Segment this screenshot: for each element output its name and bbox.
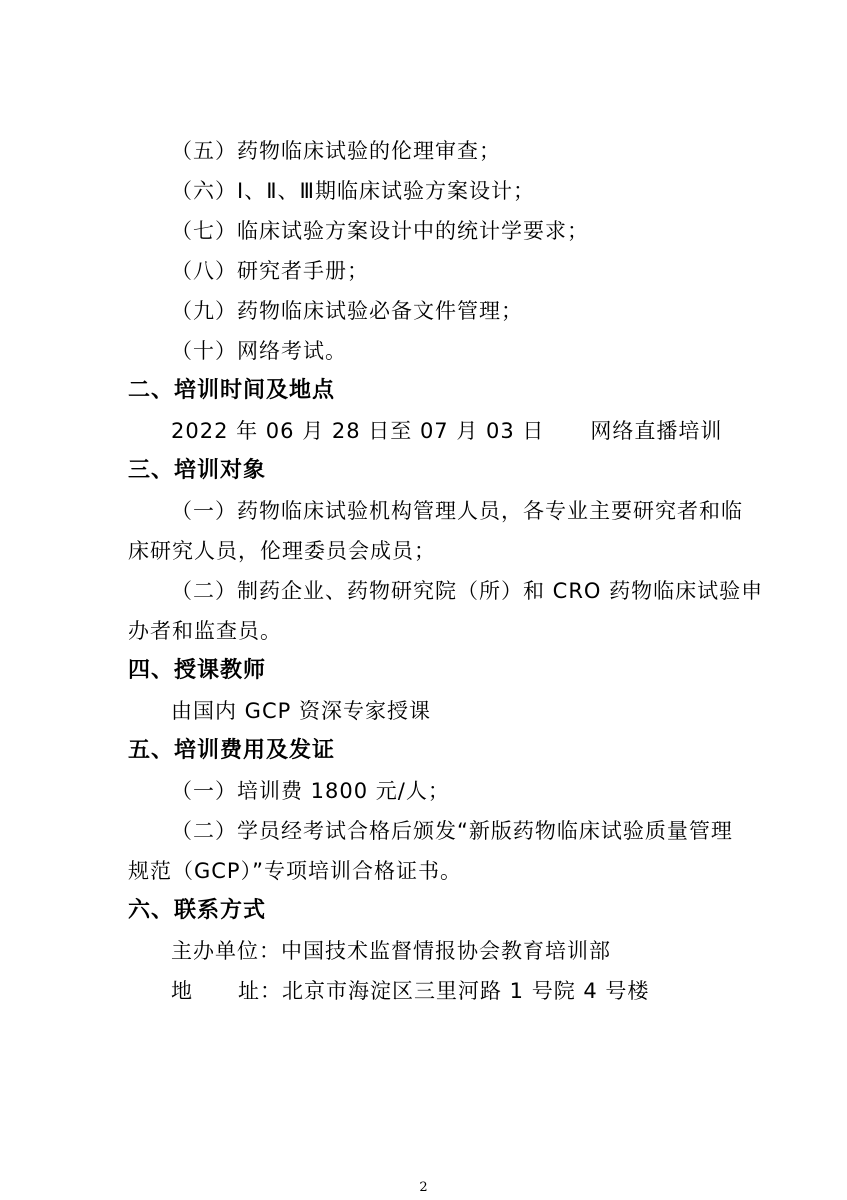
- section-heading-audience: 三、培训对象: [128, 458, 267, 483]
- list-item: （七）临床试验方案设计中的统计学要求；: [171, 219, 589, 243]
- address-line: [171, 977, 649, 1005]
- certificate-item-line: （二）学员经考试合格后颁发“新版药物临床试验质量管理: [171, 819, 733, 843]
- list-item: （八）研究者手册；: [171, 259, 369, 283]
- list-item: （六）Ⅰ、Ⅱ、Ⅲ期临床试验方案设计；: [171, 179, 536, 203]
- paragraph-line: 办者和监查员。: [128, 619, 282, 643]
- paragraph-line: 床研究人员，伦理委员会成员；: [128, 539, 436, 563]
- section-heading-contact: 六、联系方式: [128, 898, 267, 923]
- certificate-item-line: 规范（GCP）”专项培训合格证书。: [128, 859, 462, 883]
- training-date: 2022 年 06 月 28 日至 07 月 03 日: [171, 419, 545, 443]
- list-item: （十）网络考试。: [171, 339, 347, 363]
- section-heading-fees: 五、培训费用及发证: [128, 738, 336, 763]
- section-heading-instructors: 四、授课教师: [128, 658, 267, 683]
- instructors-text: 由国内 GCP 资深专家授课: [171, 699, 431, 723]
- training-date-location-line: [171, 417, 722, 445]
- list-item: （九）药物临床试验必备文件管理；: [171, 299, 523, 323]
- list-item: （五）药物临床试验的伦理审查；: [171, 139, 501, 163]
- address-text: 址：北京市海淀区三里河路 1 号院 4 号楼: [238, 979, 650, 1003]
- fee-item: （一）培训费 1800 元/人；: [171, 779, 450, 803]
- paragraph-line: （一）药物临床试验机构管理人员，各专业主要研究者和临: [171, 499, 743, 523]
- section-heading-time-location: 二、培训时间及地点: [128, 378, 336, 403]
- paragraph-line: （二）制药企业、药物研究院（所）和 CRO 药物临床试验申: [171, 579, 764, 603]
- page-number: 2: [419, 1180, 428, 1195]
- organizer-line: 主办单位：中国技术监督情报协会教育培训部: [171, 939, 611, 963]
- address-label-char: 地: [171, 979, 193, 1003]
- training-location: 网络直播培训: [590, 419, 723, 443]
